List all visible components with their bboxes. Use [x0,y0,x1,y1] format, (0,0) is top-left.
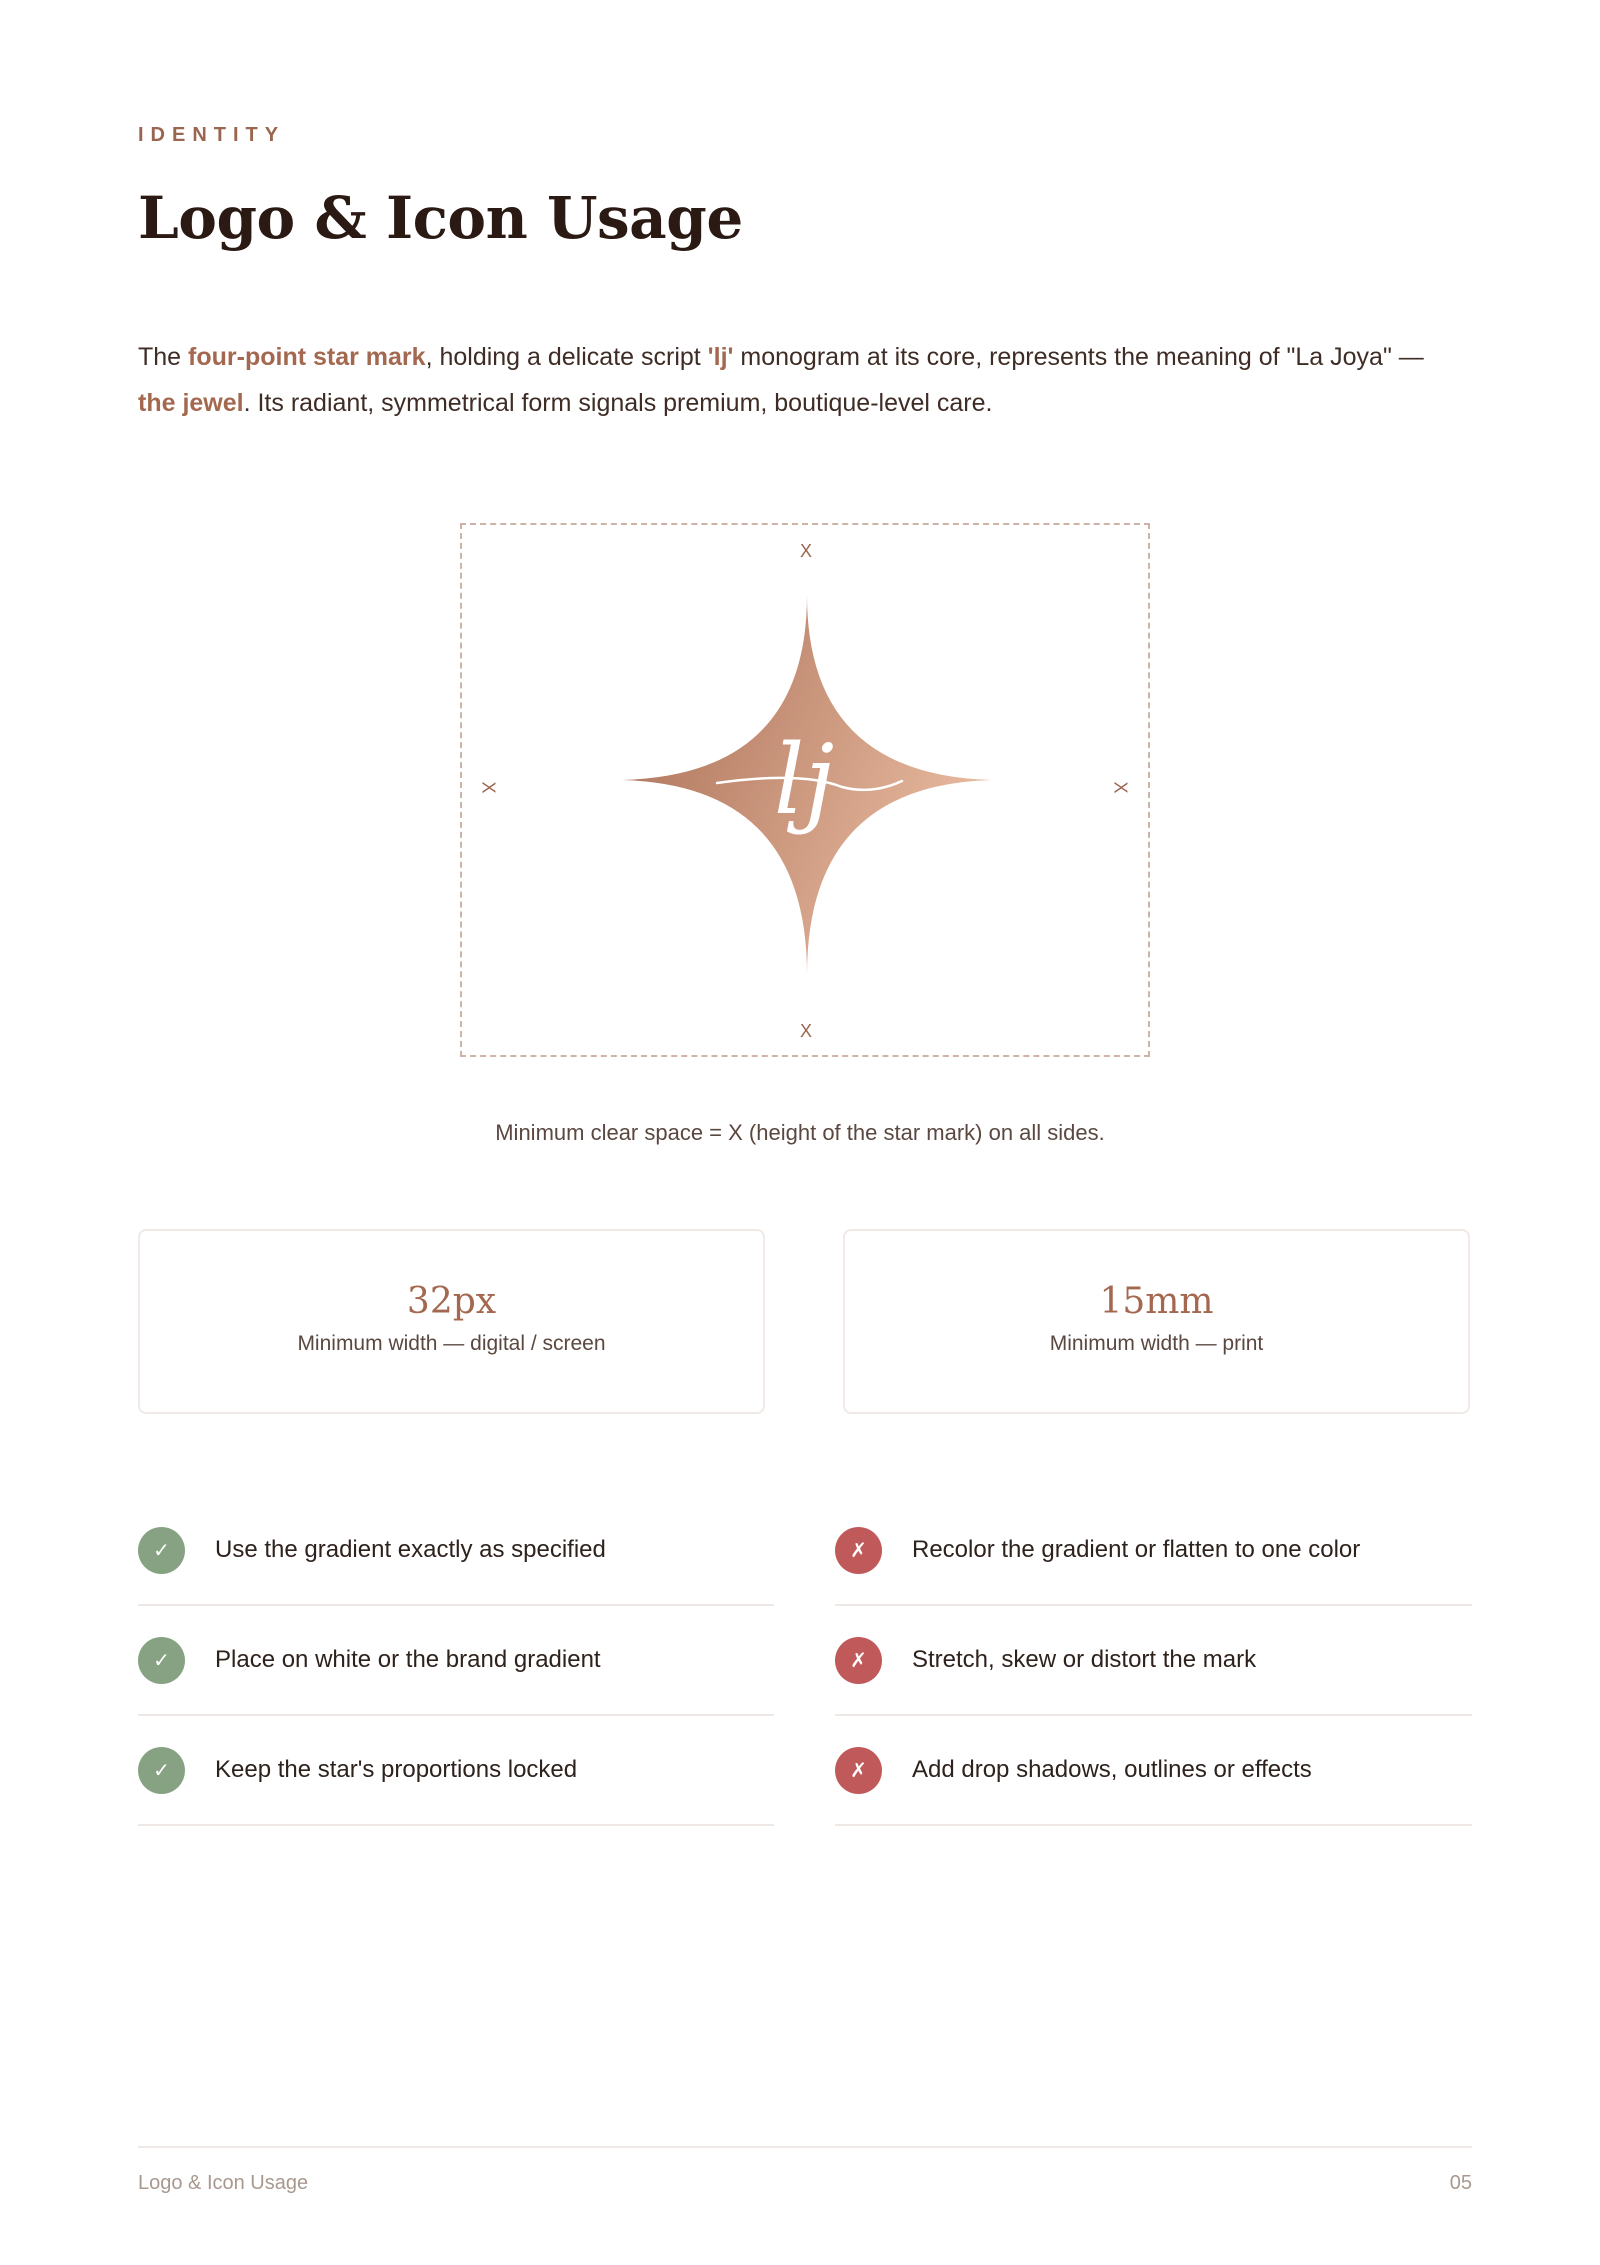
size-label: Minimum width — digital / screen [297,1332,606,1355]
clear-space-caption: Minimum clear space = X (height of the star mark) on all sides. [495,1120,1105,1145]
size-card-print [843,1229,1470,1414]
cross-icon: ✗ [835,1747,882,1794]
footer-section-title: Logo & Icon Usage [138,2172,309,2194]
intro-highlight: four-point star mark [188,343,426,371]
check-icon: ✓ [138,1637,185,1684]
clear-space-marker-bottom: X [799,1021,812,1041]
intro-highlight: the jewel [138,389,244,417]
rule-text: Place on white or the brand gradient [215,1646,601,1673]
size-card-digital [138,1229,765,1414]
intro-paragraph [138,334,1468,426]
page-number: 05 [1449,2172,1472,2194]
list-item [835,1606,1472,1716]
monogram-lj: lj [773,724,835,836]
list-item [138,1606,774,1716]
rule-text: Recolor the gradient or flatten to one color [912,1536,1361,1563]
size-value: 15mm [1099,1281,1214,1322]
list-item [835,1716,1472,1826]
clear-space-marker-left: X [478,781,499,794]
rule-text: Keep the star's proportions locked [215,1756,578,1783]
rule-text: Add drop shadows, outlines or effects [912,1756,1312,1783]
size-label: Minimum width — print [1049,1332,1264,1355]
clear-space-marker-right: X [1110,781,1131,794]
list-item [138,1716,774,1826]
clear-space-marker-top: X [799,541,812,561]
list-item [835,1496,1472,1606]
intro-text: , holding a delicate script [425,343,708,371]
footer-divider [138,2146,1472,2148]
rule-text: Stretch, skew or distort the mark [912,1646,1257,1673]
intro-highlight: 'lj' [707,343,734,371]
cross-icon: ✗ [835,1637,882,1684]
donts-list [835,1496,1472,1826]
intro-text: The [138,343,189,371]
page-title: Logo & Icon Usage [138,184,743,252]
rule-text: Use the gradient exactly as specified [215,1536,606,1563]
section-eyebrow: IDENTITY [138,124,286,146]
clear-space-diagram [460,523,1150,1057]
dos-list [138,1496,774,1826]
check-icon: ✓ [138,1747,185,1794]
list-item [138,1496,774,1606]
intro-text: . Its radiant, symmetrical form signals premium, boutique-level care. [243,389,993,417]
cross-icon: ✗ [835,1527,882,1574]
intro-text: monogram at its core, represents the meaning of "La Joya" — [733,343,1424,371]
star-mark-logo [612,595,1002,985]
check-icon: ✓ [138,1527,185,1574]
size-value: 32px [406,1281,497,1322]
